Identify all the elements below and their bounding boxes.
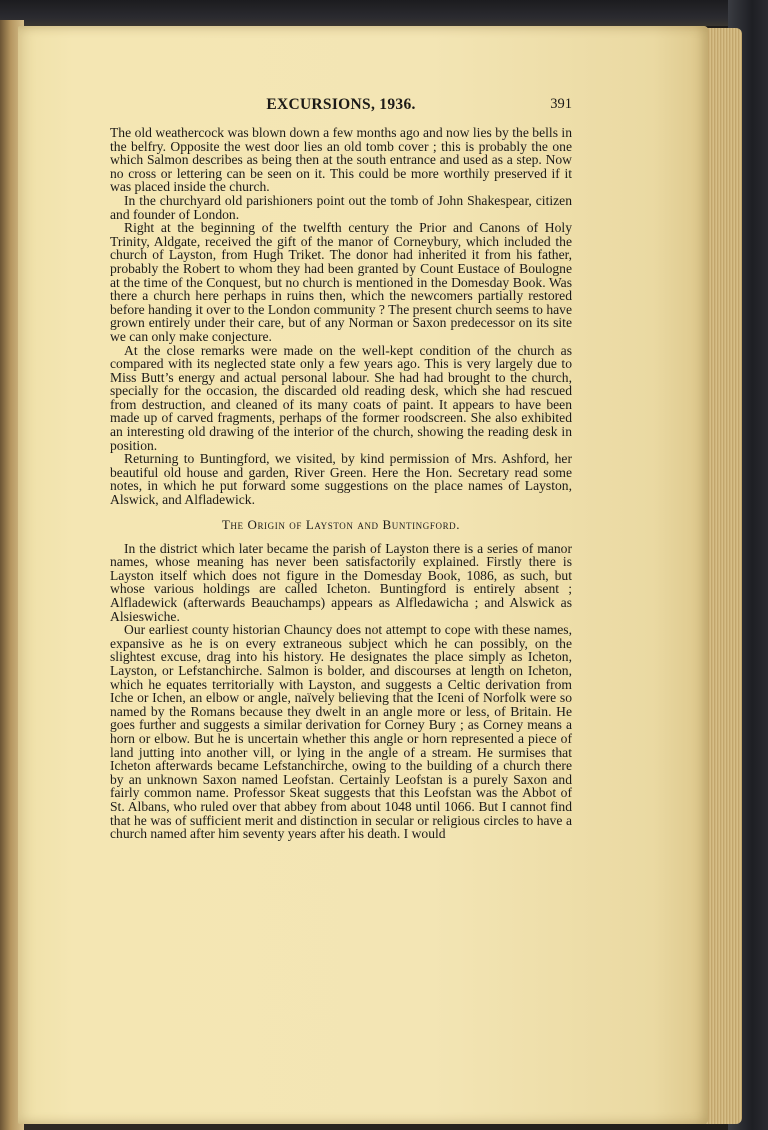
paragraph: At the close remarks were made on the well-kept condition of the church as compared with its neglected state only a few years ago. This is very largely due to Miss Butt’s energy and actual personal labour. She had had brought to the church, specially for the occasion, the discarded old reading desk, which she had rescued from destruction, and cleaned of its many coats of paint. It appears to have been made up of carved fragments, perhaps of the former roodscreen. She also exhibited an interesting old drawing of the interior of the church, showing the reading desk in position. xyxy=(110,342,572,453)
running-header xyxy=(110,96,572,120)
paragraph: The old weathercock was blown down a few months ago and now lies by the bells in the belfry. Opposite the west door lies an old tomb cover ; this is probably the one which Salmon describes as being then at the south entrance and used as a step. Now no cross or lettering can be seen on it. This could be more worthily preserved if it was placed inside the church. xyxy=(110,125,572,195)
paragraph: In the churchyard old parishioners point out the tomb of John Shakespear, citizen and founder of London. xyxy=(110,192,572,222)
paragraph: In the district which later became the parish of Layston there is a series of manor names, whose meaning has never been satisfactorily explained. Firstly there is Layston itself which does not figure in the Domesday Book, 1086, as such, but whose various holdings are called Icheton. Buntingford is entirely absent ; Alfladewick (afterwards Beauchamps) appears as Alfledawicha ; and Alswick as Alsieswiche. xyxy=(110,540,572,624)
section-heading: The Origin of Layston and Buntingford. xyxy=(221,516,461,532)
paragraph: Our earliest county historian Chauncy does not attempt to cope with these names, expansive as he is on every extraneous subject which he can possibly, on the slightest excuse, drag into his history. He designates the place simply as Icheton, Layston, or Lefstanchirche. Salmon is bolder, and discourses at length on Icheton, which he equates territorially with Layston, and suggests a Celtic derivation from Iche or Ichen, an elbow or angle, naïvely believing that the Iceni of Norfolk were so named by the Romans because they dwelt in an angle more or less, of Britain. He goes further and suggests a similar derivation for Corney Bury ; as Corney means a horn or elbow. But he is uncertain whether this angle or horn represented a piece of land jutting into another vill, or lying in the angle of a stream. He surmises that Icheton afterwards became Lefstanchirche, owing to the building of a church there by an unknown Saxon named Leofstan. Certainly Leofstan is a purely Saxon and fairly common name. Professor Skeat suggests that this Leofstan was the Abbot of St. Albans, who ruled over that abbey from about 1048 until 1066. But I cannot find that he was of sufficient merit and distinction in secular or religious circles to have a church named after him seventy years after his death. I would xyxy=(110,622,572,842)
paragraph: Returning to Buntingford, we visited, by kind permission of Mrs. Ashford, her beautiful old house and garden, River Green. Here the Hon. Secretary read some notes, in which he put forward some suggestions on the place names of Layston, Alswick, and Alfladewick. xyxy=(110,451,572,508)
page-content xyxy=(110,96,572,841)
running-title: EXCURSIONS, 1936. xyxy=(266,96,416,113)
paragraph: Right at the beginning of the twelfth century the Prior and Canons of Holy Trinity, Aldgate, received the gift of the manor of Corneybury, which included the church of Layston, from Hugh Triket. The donor had inherited it from his father, probably the Robert to whom they had been granted by Count Eustace of Boulogne at the time of the Conquest, but no church is mentioned in the Domesday Book. Was there a church here perhaps in ruins then, which the newcomers partially restored before handing it over to the London community ? The present church seems to have grown entirely under their care, but of any Norman or Saxon predecessor on its site we can only make conjecture. xyxy=(110,220,572,344)
scanner-top-edge xyxy=(0,0,768,26)
book-page xyxy=(18,26,708,1124)
page-number: 391 xyxy=(550,96,572,112)
